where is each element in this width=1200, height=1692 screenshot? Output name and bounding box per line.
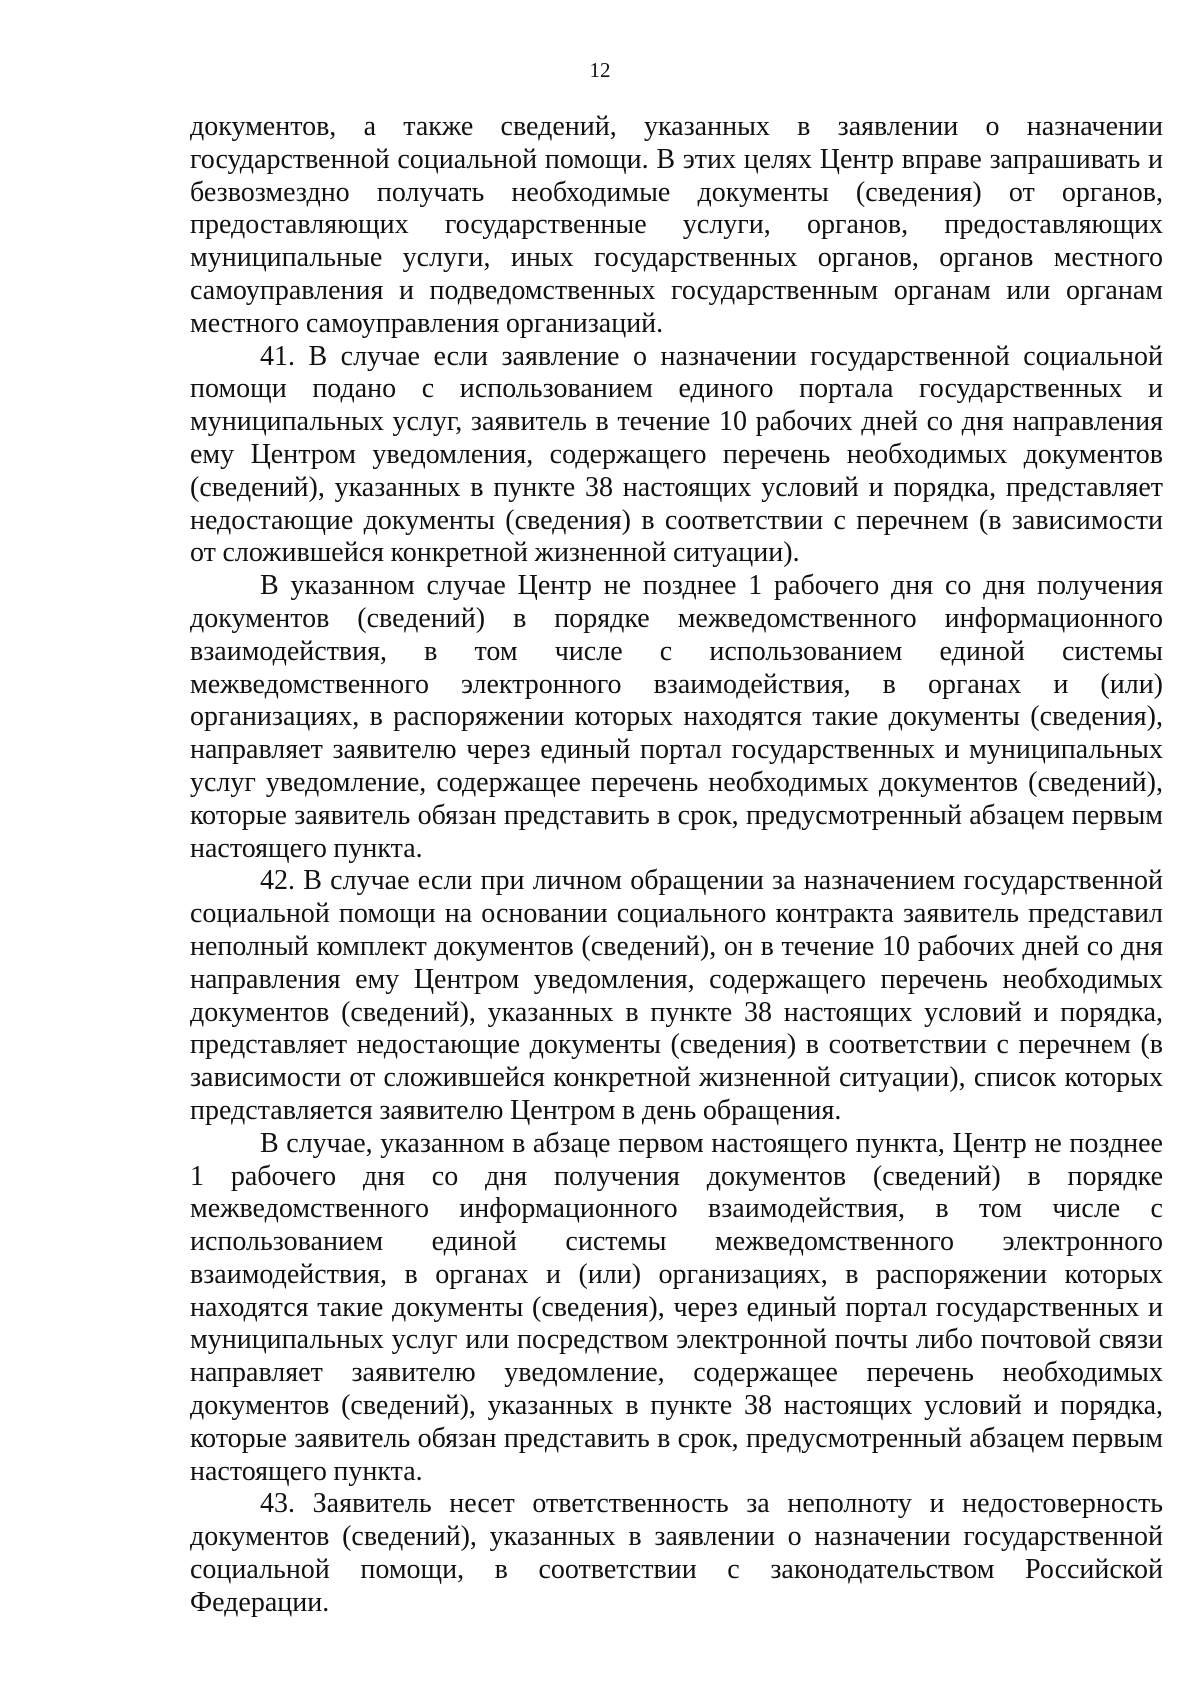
paragraph-item-42: 42. В случае если при личном обращении за назначением государственной социальной помощи на основании социального контракта заявитель представил неполный комплект документов (сведений), он в течение 10 рабочих дней со дня направления ему Центром уведомления, содержащего перечень необходимых документов (сведений), указанных в пункте 38 настоящих условий и порядка, представляет недостающие документы (сведения) в соответствии с перечнем (в зависимости от сложившейся конкретной жизненной ситуации), список которых представляется заявителю Центром в день обращения.	[190, 865, 1163, 1126]
paragraph-item-43: 43. Заявитель несет ответственность за неполноту и недостоверность документов (сведений), указанных в заявлении о назначении государственной социальной помощи, в соответствии с законодательством Российской Федерации.	[190, 1488, 1163, 1618]
paragraph-continuation: документов, а также сведений, указанных в заявлении о назначении государственной социальной помощи. В этих целях Центр вправе запрашивать и безвозмездно получать необходимые документы (сведения) от органов, предоставляющих государственные услуги, органов, предоставляющих муниципальные услуги, иных государственных органов, органов местного самоуправления и подведомственных государственным органам или органам местного самоуправления организаций.	[190, 111, 1163, 339]
paragraph-item-41: 41. В случае если заявление о назначении государственной социальной помощи подано с использованием единого портала государственных и муниципальных услуг, заявитель в течение 10 рабочих дней со дня направления ему Центром уведомления, содержащего перечень необходимых документов (сведений), указанных в пункте 38 настоящих условий и порядка, представляет недостающие документы (сведения) в соответствии с перечнем (в зависимости от сложившейся конкретной жизненной ситуации).	[190, 340, 1163, 569]
paragraph-item-42-second: В случае, указанном в абзаце первом настоящего пункта, Центр не позднее 1 рабочего дня со дня получения документов (сведений) в порядке межведомственного информационного взаимодействия, в том числе с использованием единой системы межведомственного электронного взаимодействия, в органах и (или) организациях, в распоряжении которых находятся такие документы (сведения), через единый портал государственных и муниципальных услуг или посредством электронной почты либо почтовой связи направляет заявителю уведомление, содержащее перечень необходимых документов (сведений), указанных в пункте 38 настоящих условий и порядка, которые заявитель обязан представить в срок, предусмотренный абзацем первым настоящего пункта.	[190, 1127, 1163, 1487]
document-body	[190, 111, 1163, 1620]
page-number: 12	[589, 58, 611, 82]
paragraph-item-41-second: В указанном случае Центр не позднее 1 рабочего дня со дня получения документов (сведений) в порядке межведомственного информационного взаимодействия, в том числе с использованием единой системы межведомственного электронного взаимодействия, в органах и (или) организациях, в распоряжении которых находятся такие документы (сведения), направляет заявителю через единый портал государственных и муниципальных услуг уведомление, содержащее перечень необходимых документов (сведений), которые заявитель обязан представить в срок, предусмотренный абзацем первым настоящего пункта.	[190, 570, 1163, 864]
